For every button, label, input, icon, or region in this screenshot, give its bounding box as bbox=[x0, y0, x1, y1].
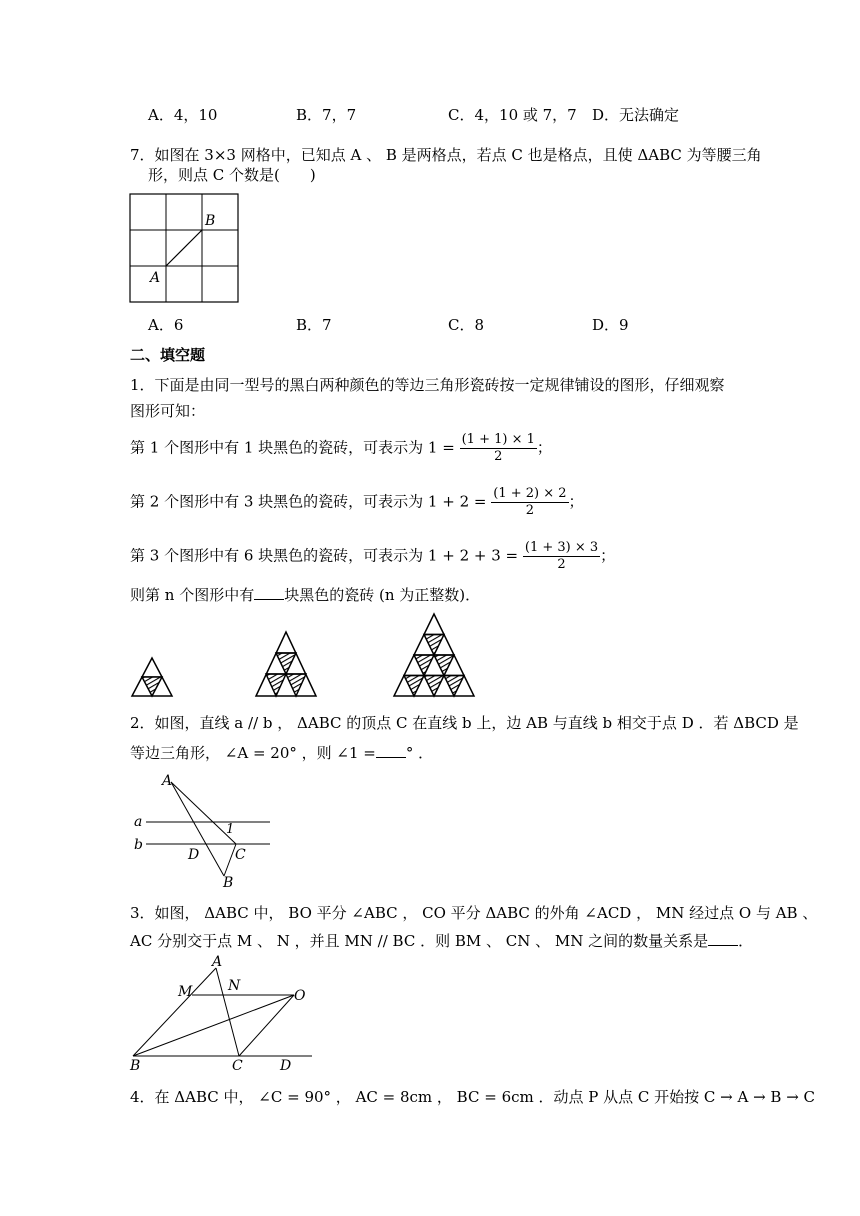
f3-text-line1: 3．如图， ΔABC 中， BO 平分 ∠ABC ， CO 平分 ΔABC 的外角 ∠ACD ， MN 经过点 O 与 AB 、 bbox=[130, 904, 818, 922]
f3-figure bbox=[128, 952, 328, 1072]
q7-label-a: A bbox=[150, 270, 161, 286]
f3-text-line2: AC 分别交于点 M 、 N ，并且 MN // BC ．则 BM 、 CN 、 MN 之间的数量关系是 ． bbox=[130, 932, 754, 950]
f2-answer-blank[interactable] bbox=[376, 757, 406, 758]
f1-row3: 第 3 个图形中有 6 块黑色的瓷砖，可表示为 1 + 2 + 3 = $\frac{(1 + 3) \times 3}{2}$ ； bbox=[130, 540, 616, 572]
svg-text:M: M bbox=[178, 984, 193, 1000]
tile-figure-3 bbox=[394, 614, 474, 696]
f1-row2-fraction: $\frac{(1 + 2) \times 2}{2}$ bbox=[493, 486, 567, 518]
svg-text:B: B bbox=[130, 1058, 141, 1072]
f1-question: 则第 n 个图形中有 块黑色的瓷砖 (n 为正整数)． bbox=[130, 586, 481, 604]
q6-option-d: D．无法确定 bbox=[592, 106, 680, 124]
q6-option-c: C．4，10 或 7，7 bbox=[448, 106, 577, 124]
svg-text:A: A bbox=[212, 954, 223, 970]
q7-grid-figure bbox=[128, 192, 240, 304]
f3-answer-blank[interactable] bbox=[708, 945, 738, 946]
svg-text:a: a bbox=[134, 814, 143, 830]
q7-text-line1: 7．如图在 3×3 网格中，已知点 A 、 B 是两格点，若点 C 也是格点，且使 ΔABC 为等腰三角 bbox=[130, 146, 762, 164]
f4-text-line1: 4．在 ΔABC 中， ∠C = 90° ， AC = 8cm ， BC = 6cm ．动点 P 从点 C 开始按 C → A → B → C bbox=[130, 1088, 816, 1106]
f1-text-line1: 1．下面是由同一型号的黑白两种颜色的等边三角形瓷砖按一定规律铺设的图形，仔细观察 bbox=[130, 376, 725, 394]
q7-option-c: C．8 bbox=[448, 316, 485, 334]
svg-text:C: C bbox=[235, 847, 246, 863]
q7-label-b: B bbox=[205, 213, 216, 229]
q6-option-b: B．7，7 bbox=[296, 106, 357, 124]
svg-text:1: 1 bbox=[226, 822, 235, 837]
q7-text-line2: 形，则点 C 个数是( ) bbox=[148, 166, 316, 184]
svg-text:D: D bbox=[188, 847, 200, 863]
f1-answer-blank[interactable] bbox=[254, 599, 284, 600]
f1-row2: 第 2 个图形中有 3 块黑色的瓷砖，可表示为 1 + 2 = $\frac{(1 + 2) \times 2}{2}$ ； bbox=[130, 486, 584, 518]
svg-text:N: N bbox=[228, 978, 241, 994]
f1-tiles-figure bbox=[128, 612, 488, 702]
tile-figure-2 bbox=[256, 632, 316, 696]
f1-row1: 第 1 个图形中有 1 块黑色的瓷砖，可表示为 1 = $\frac{(1 + 1) \times 1}{2}$ ； bbox=[130, 432, 552, 464]
svg-text:A: A bbox=[162, 773, 173, 789]
q6-option-a: A．4，10 bbox=[148, 106, 218, 124]
f1-row3-fraction: $\frac{(1 + 3) \times 3}{2}$ bbox=[524, 540, 599, 572]
svg-text:C: C bbox=[232, 1058, 243, 1072]
svg-text:O: O bbox=[294, 988, 306, 1004]
tile-figure-1 bbox=[132, 658, 172, 696]
f2-text-line2: 等边三角形， ∠A = 20° ，则 ∠1 = ° ． bbox=[130, 744, 434, 762]
f2-text-line1: 2．如图，直线 a // b ， ΔABC 的顶点 C 在直线 b 上，边 AB 与直线 b 相交于点 D ．若 ΔBCD 是 bbox=[130, 714, 799, 732]
svg-text:D: D bbox=[280, 1058, 292, 1072]
f1-text-line2: 图形可知： bbox=[130, 402, 206, 420]
section-heading: 二、填空题 bbox=[130, 346, 206, 364]
q7-option-a: A．6 bbox=[148, 316, 184, 334]
svg-text:b: b bbox=[134, 837, 143, 853]
svg-text:B: B bbox=[223, 875, 234, 890]
q7-option-d: D．9 bbox=[592, 316, 629, 334]
q7-option-b: B．7 bbox=[296, 316, 332, 334]
f1-row1-fraction: $\frac{(1 + 1) \times 1}{2}$ bbox=[461, 432, 535, 464]
f2-figure bbox=[128, 770, 278, 890]
